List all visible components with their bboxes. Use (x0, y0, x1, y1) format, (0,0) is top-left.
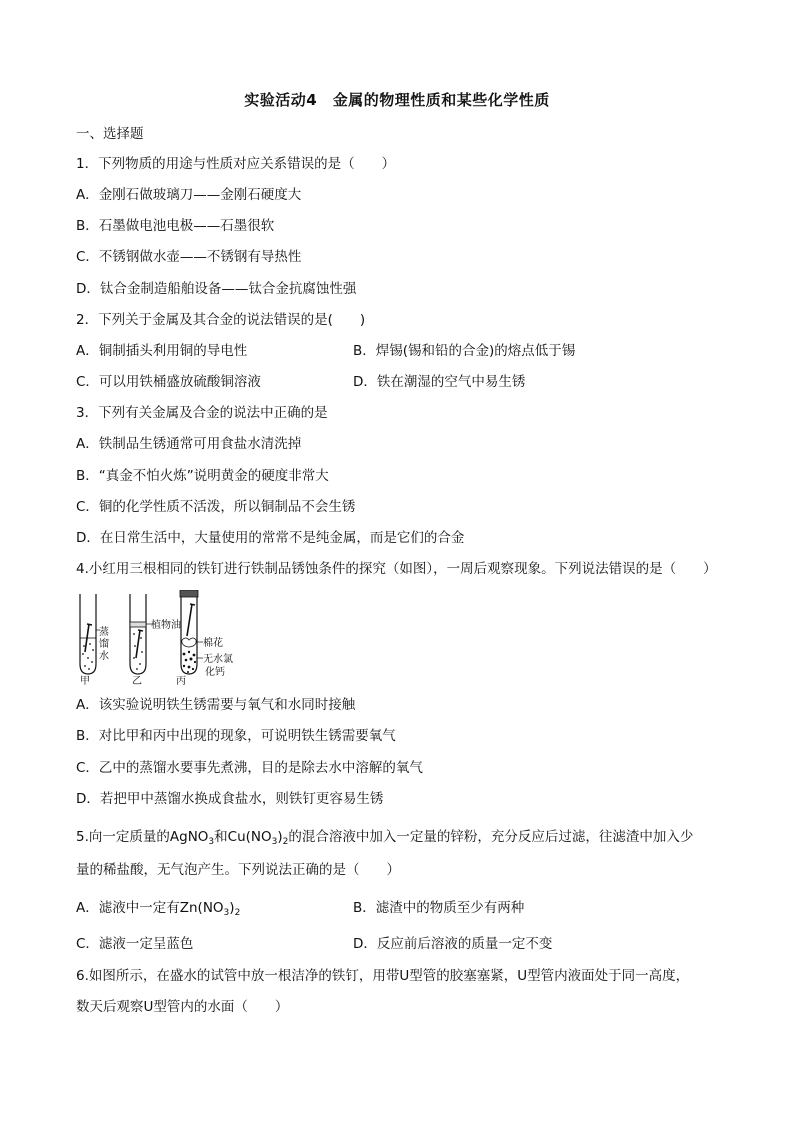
formula-zn-no3-sub2: 2 (234, 908, 241, 918)
q1-option-a[interactable]: A．金刚石做玻璃刀——金刚石硬度大 (76, 187, 302, 203)
tube-label-bing: 丙 (176, 676, 186, 686)
formula-cuno3-sub1: 3 (271, 837, 278, 847)
q3-option-a[interactable]: A．铁制品生锈通常可用食盐水清洗掉 (76, 436, 302, 452)
formula-cuno3: Cu(NO (227, 829, 272, 845)
q1-option-b[interactable]: B．石墨做电池电极——石墨很软 (76, 218, 275, 234)
section-heading: 一、选择题 (76, 126, 144, 142)
tube-label-jia: 甲 (80, 676, 90, 686)
tube-label-yi: 乙 (132, 676, 142, 686)
q4-option-d[interactable]: D．若把甲中蒸馏水换成食盐水，则铁钉更容易生锈 (76, 791, 384, 807)
tube-yi (130, 594, 181, 686)
q5-option-b[interactable]: B．滤渣中的物质至少有两种 (353, 900, 525, 916)
q4-option-b[interactable]: B．对比甲和丙中出现的现象，可说明铁生锈需要氧气 (76, 728, 396, 744)
q5-stem-line1 (76, 827, 693, 852)
q2-option-b[interactable]: B．焊锡(锡和铅的合金)的熔点低于锡 (353, 343, 576, 359)
q5-stem-line2: 量的稀盐酸，无气泡产生。下列说法正确的是（ ） (76, 862, 400, 878)
q5-option-a[interactable] (76, 898, 240, 923)
q4-option-a[interactable]: A．该实验说明铁生锈需要与氧气和水同时接触 (76, 697, 356, 713)
label-oil: 植物油 (151, 620, 181, 631)
q5-stem-part1: 5.向一定质量的 (76, 829, 170, 845)
q2-option-d[interactable]: D．铁在潮湿的空气中易生锈 (353, 374, 526, 390)
label-zhengliu-2: 馏 (99, 639, 109, 650)
q4-option-c[interactable]: C．乙中的蒸馏水要事先煮沸，目的是除去水中溶解的氧气 (76, 760, 423, 776)
q5-option-d[interactable]: D．反应前后溶液的质量一定不变 (353, 936, 553, 952)
q2-option-c[interactable]: C．可以用铁桶盛放硫酸铜溶液 (76, 374, 261, 390)
formula-zn-no3-close: ) (229, 900, 235, 916)
page-title: 实验活动4 金属的物理性质和某些化学性质 (244, 91, 550, 109)
formula-cuno3-sub2: 2 (282, 837, 289, 847)
q1-option-d[interactable]: D．钛合金制造船舶设备——钛合金抗腐蚀性强 (76, 281, 357, 297)
q5-option-a-text: A．滤液中一定有 (76, 900, 180, 916)
formula-zn-no3: Zn(NO (179, 900, 224, 916)
label-cacl2-line1: 无水氯 (203, 654, 233, 665)
q6-stem-line2: 数天后观察U型管内的水面（ ） (76, 999, 289, 1015)
formula-agno3: AgNO (169, 829, 209, 845)
formula-cuno3-close: ) (277, 829, 283, 845)
q3-option-b[interactable]: B．“真金不怕火炼”说明黄金的硬度非常大 (76, 468, 329, 484)
q5-and: 和 (214, 829, 228, 845)
q5-option-c[interactable]: C．滤液一定呈蓝色 (76, 936, 194, 952)
label-cotton: 棉花 (203, 638, 223, 649)
q5-stem-part2: 的混合溶液中加入一定量的锌粉，充分反应后过滤，往滤渣中加入少 (288, 829, 694, 845)
q4-stem: 4.小红用三根相同的铁钉进行铁制品锈蚀条件的探究（如图），一周后观察现象。下列说法错误的是（ ） (76, 561, 717, 577)
q1-option-c[interactable]: C．不锈钢做水壶——不锈钢有导热性 (76, 249, 302, 265)
formula-agno3-sub: 3 (208, 837, 215, 847)
q2-stem: 2．下列关于金属及其合金的说法错误的是( ) (76, 312, 366, 328)
label-zhengliu-1: 蒸 (99, 627, 109, 638)
label-zhengliu-3: 水 (99, 651, 109, 662)
tube-bing (176, 590, 233, 686)
q3-option-d[interactable]: D．在日常生活中，大量使用的常常不是纯金属，而是它们的合金 (76, 530, 465, 546)
rust-experiment-figure (72, 590, 272, 686)
tube-jia (80, 594, 109, 686)
q3-stem: 3．下列有关金属及合金的说法中正确的是 (76, 405, 328, 421)
label-cacl2-line2: 化钙 (205, 667, 225, 678)
test-tubes-diagram (72, 590, 272, 686)
q1-stem: 1．下列物质的用途与性质对应关系错误的是（ ） (76, 156, 396, 172)
q6-stem-line1: 6.如图所示，在盛水的试管中放一根洁净的铁钉，用带U型管的胶塞塞紧，U型管内液面处于同一高度， (76, 968, 690, 984)
formula-zn-no3-sub1: 3 (223, 908, 230, 918)
q2-option-a[interactable]: A．铜制插头利用铜的导电性 (76, 343, 248, 359)
q3-option-c[interactable]: C．铜的化学性质不活泼，所以铜制品不会生锈 (76, 499, 356, 515)
